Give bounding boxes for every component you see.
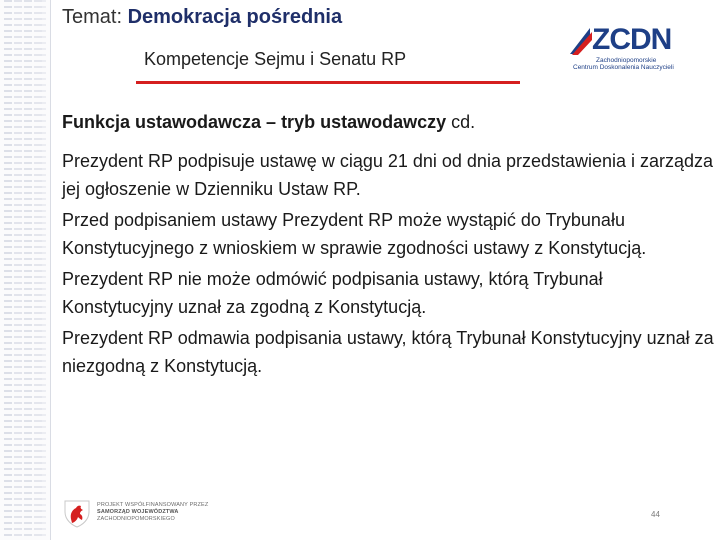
slide-title-prefix: Temat:	[62, 6, 128, 28]
paragraph-4: Prezydent RP odmawia podpisania ustawy, którą Trybunał Konstytucyjny uznał za niezgodną z Konstytucją.	[62, 328, 714, 376]
zcdn-logo-text: ZCDN	[592, 23, 672, 56]
zcdn-logo	[568, 24, 684, 78]
left-strip-column-5	[42, 0, 46, 540]
slide-content	[62, 111, 714, 383]
zcdn-logo-line-1: Zachodniopomorskie	[596, 57, 657, 64]
header-underline	[136, 81, 520, 84]
paragraph-1: Prezydent RP podpisuje ustawę w ciągu 21 dni od dnia przedstawienia i zarządza jej ogłoszenie w Dzienniku Ustaw RP.	[62, 151, 714, 199]
slide-title	[62, 6, 342, 29]
footer-text-3: ZACHODNIOPOMORSKIEGO	[97, 516, 175, 522]
regional-government-logo	[64, 494, 209, 528]
paragraph-3: Prezydent RP nie może odmówić podpisania ustawy, którą Trybunał Konstytucyjny uznał za zgodną z Konstytucją.	[62, 269, 603, 317]
content-subtitle-bold: Funkcja ustawodawcza – tryb ustawodawczy	[62, 112, 447, 132]
page-number: 44	[651, 510, 660, 519]
slide-subtitle: Kompetencje Sejmu i Senatu RP	[144, 49, 407, 69]
left-strip-column-1	[4, 0, 12, 540]
left-strip-column-4	[34, 0, 42, 540]
slide-topic: Demokracja pośrednia	[127, 6, 343, 28]
footer-text-2: SAMORZĄD WOJEWÓDZTWA	[97, 509, 179, 515]
footer-text-1: PROJEKT WSPÓŁFINANSOWANY PRZEZ	[97, 502, 209, 508]
zcdn-logo-line-2: Centrum Doskonalenia Nauczycieli	[573, 64, 674, 71]
content-subtitle	[62, 111, 714, 133]
griffin-shield-icon	[64, 500, 90, 528]
left-strip-column-2	[14, 0, 22, 540]
content-subtitle-suffix: cd.	[446, 112, 476, 132]
left-strip-column-3	[24, 0, 32, 540]
paragraph-2: Przed podpisaniem ustawy Prezydent RP może wystąpić do Trybunału Konstytucyjnego z wnioskiem w sprawie zgodności ustawy z Konstytucją.	[62, 210, 647, 258]
left-decorative-strip	[0, 0, 51, 540]
